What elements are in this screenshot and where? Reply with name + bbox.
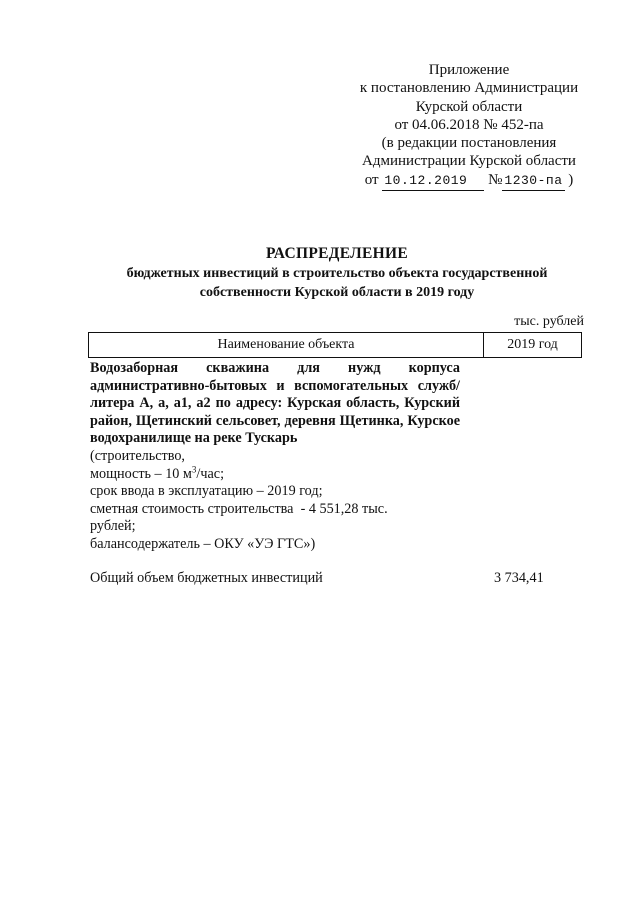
appendix-line-4: от 04.06.2018 № 452-па [394, 116, 544, 133]
object-holder-line: балансодержатель – ОКУ «УЭ ГТС») [90, 535, 316, 552]
appendix-line-1: Приложение [428, 62, 510, 78]
appendix-line-3: Курской области [415, 98, 523, 115]
object-estimate-line-1: сметная стоимость строительства - 4 551,28 тыс. [90, 500, 388, 517]
revision-from-label: от [364, 171, 379, 188]
column-header-year: 2019 год [507, 337, 558, 352]
object-capacity-line [90, 463, 460, 484]
capacity-superscript: 3 [191, 463, 197, 474]
appendix-line-6: Администрации Курской области [362, 153, 576, 170]
total-row [90, 569, 584, 587]
title-line-2: собственности Курской области в 2019 году [199, 285, 475, 300]
table-header [88, 332, 582, 358]
object-commissioning-line: срок ввода в эксплуатацию – 2019 год; [90, 483, 323, 500]
revision-number: 1230-па [502, 172, 564, 191]
object-construction-line: (строительство, [90, 447, 185, 464]
capacity-prefix: мощность – 10 м [90, 465, 192, 482]
document-title [90, 244, 584, 302]
object-estimate-line-2: рублей; [90, 518, 136, 535]
appendix-revision-line [340, 171, 598, 191]
object-name: Водозаборная скважина для нужд корпуса административно-бытовых и вспомогательных служб/литера А, а, а1, а2 по адресу: Курская область, Курский район, Щетинский сельсовет, деревня Щетинка, Курское водохранилище на реке Тускарь [90, 360, 460, 447]
title-main: РАСПРЕДЕЛЕНИЕ [266, 245, 408, 262]
total-value: 3 734,41 [494, 570, 544, 586]
title-line-1: бюджетных инвестиций в строительство объекта государственной [126, 266, 548, 281]
appendix-block [340, 61, 598, 191]
total-label: Общий объем бюджетных инвестиций [90, 570, 323, 586]
revision-number-sign: № [488, 171, 503, 188]
object-description [90, 360, 460, 554]
revision-date: 10.12.2019 [382, 172, 484, 191]
appendix-line-2: к постановлению Администрации [359, 80, 579, 97]
object-details [90, 448, 460, 554]
column-header-object-name: Наименование объекта [89, 333, 484, 357]
units-label: тыс. рублей [514, 314, 584, 329]
revision-close-paren: ) [568, 171, 574, 188]
capacity-suffix: /час; [196, 465, 225, 482]
appendix-line-5: (в редакции постановления [381, 135, 557, 152]
